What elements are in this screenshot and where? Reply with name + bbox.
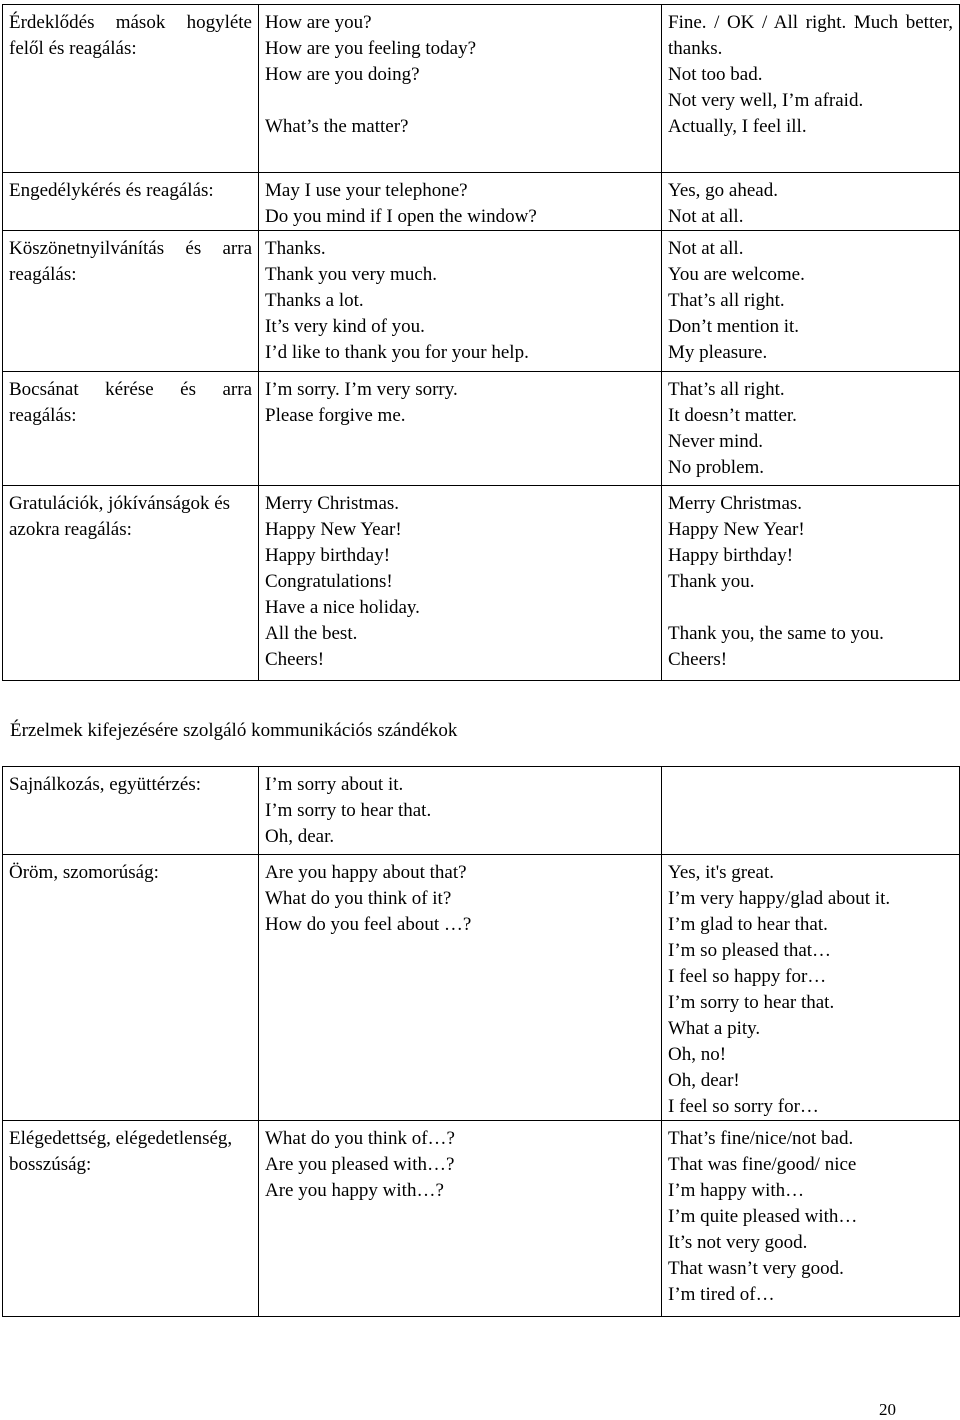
response-line: That wasn’t very good. [668, 1258, 844, 1279]
prompt-line: Have a nice holiday. [265, 597, 420, 618]
table-row [3, 486, 960, 681]
response-line: Not at all. [668, 206, 744, 227]
response-line: Merry Christmas. [668, 493, 803, 514]
prompt-line: Are you happy about that? [265, 862, 467, 883]
section-title: Érzelmek kifejezésére szolgáló kommunikációs szándékok [10, 720, 458, 741]
response-line: That’s all right. [668, 290, 785, 311]
prompt-line: Do you mind if I open the window? [265, 206, 537, 227]
prompt-line: Oh, dear. [265, 826, 335, 847]
response-cell [662, 5, 960, 173]
response-line: I’m very happy/glad about it. [668, 888, 891, 909]
response-cell [662, 1121, 960, 1317]
prompt-line [265, 88, 655, 114]
response-line: What a pity. [668, 1018, 761, 1039]
prompt-line: How do you feel about …? [265, 914, 472, 935]
response-line: Actually, I feel ill. [668, 116, 807, 137]
response-cell [662, 173, 960, 231]
response-line: Yes, go ahead. [668, 180, 778, 201]
phrases-table-emotions-body [3, 767, 960, 1317]
prompt-line: Happy New Year! [265, 519, 402, 540]
prompt-cell [259, 486, 662, 681]
response-line: My pleasure. [668, 342, 768, 363]
prompt-line: Thank you very much. [265, 264, 438, 285]
table-row [3, 855, 960, 1121]
response-line: Never mind. [668, 431, 763, 452]
response-line: You are welcome. [668, 264, 805, 285]
prompt-cell [259, 372, 662, 486]
response-line: Happy New Year! [668, 519, 805, 540]
intent-label: Gratulációk, jókívánságok és azokra reagálás: [3, 486, 259, 681]
response-line: It doesn’t matter. [668, 405, 797, 426]
response-line: Thank you. [668, 571, 755, 592]
response-line: Yes, it's great. [668, 862, 774, 883]
response-line: I feel so sorry for… [668, 1096, 819, 1117]
response-cell [662, 372, 960, 486]
response-line: I’m sorry to hear that. [668, 992, 835, 1013]
response-line: Not at all. [668, 238, 744, 259]
prompt-line: I’m sorry to hear that. [265, 800, 432, 821]
intent-label: Engedélykérés és reagálás: [3, 173, 259, 231]
intent-label: Elégedettség, elégedetlenség, bosszúság: [3, 1121, 259, 1317]
response-line: Don’t mention it. [668, 316, 800, 337]
prompt-line: It’s very kind of you. [265, 316, 425, 337]
response-cell [662, 486, 960, 681]
response-line: I feel so happy for… [668, 966, 827, 987]
response-line: I’m quite pleased with… [668, 1206, 858, 1227]
response-line: I’m glad to hear that. [668, 914, 828, 935]
response-line: Thank you, the same to you. [668, 623, 884, 644]
response-line: Fine. / OK / All right. Much better, thanks. [668, 12, 953, 59]
table-row [3, 372, 960, 486]
prompt-line: What do you think of it? [265, 888, 452, 909]
response-line: I’m happy with… [668, 1180, 805, 1201]
page-number: 20 [879, 1400, 896, 1419]
prompt-cell [259, 231, 662, 372]
response-line: That’s all right. [668, 379, 785, 400]
intent-label: Bocsánat kérése és arra reagálás: [3, 372, 259, 486]
prompt-line: How are you feeling today? [265, 38, 477, 59]
response-line [668, 595, 953, 621]
table-row [3, 5, 960, 173]
prompt-line: Please forgive me. [265, 405, 406, 426]
phrases-table-social [2, 4, 960, 681]
prompt-line: Happy birthday! [265, 545, 391, 566]
intent-label: Érdeklődés mások hogyléte felől és reagálás: [3, 5, 259, 173]
table-row [3, 767, 960, 855]
phrases-table-emotions [2, 766, 960, 1317]
response-line: I’m tired of… [668, 1284, 775, 1305]
response-line: No problem. [668, 457, 765, 478]
prompt-cell [259, 173, 662, 231]
response-line: Happy birthday! [668, 545, 794, 566]
prompt-line: What’s the matter? [265, 116, 409, 137]
table-row [3, 1121, 960, 1317]
prompt-line: I’m sorry about it. [265, 774, 404, 795]
prompt-line: May I use your telephone? [265, 180, 468, 201]
prompt-line: What do you think of…? [265, 1128, 455, 1149]
phrases-table-social-body [3, 5, 960, 681]
response-cell [662, 231, 960, 372]
prompt-line: How are you? [265, 12, 372, 33]
prompt-line: I’m sorry. I’m very sorry. [265, 379, 458, 400]
prompt-line: All the best. [265, 623, 358, 644]
prompt-line: Merry Christmas. [265, 493, 400, 514]
prompt-line: Thanks a lot. [265, 290, 364, 311]
response-line: I’m so pleased that… [668, 940, 832, 961]
response-line: Cheers! [668, 649, 728, 670]
response-line: That’s fine/nice/not bad. [668, 1128, 854, 1149]
prompt-line: I’d like to thank you for your help. [265, 342, 529, 363]
prompt-cell [259, 1121, 662, 1317]
response-line: It’s not very good. [668, 1232, 808, 1253]
response-cell [662, 767, 960, 855]
response-line: That was fine/good/ nice [668, 1154, 857, 1175]
prompt-line: Thanks. [265, 238, 326, 259]
response-line: Not too bad. [668, 64, 763, 85]
prompt-cell [259, 5, 662, 173]
intent-label: Sajnálkozás, együttérzés: [3, 767, 259, 855]
response-line: Oh, no! [668, 1044, 727, 1065]
prompt-line: Are you happy with…? [265, 1180, 444, 1201]
intent-label: Öröm, szomorúság: [3, 855, 259, 1121]
prompt-cell [259, 767, 662, 855]
response-line: Oh, dear! [668, 1070, 740, 1091]
table-row [3, 231, 960, 372]
response-cell [662, 855, 960, 1121]
table-row [3, 173, 960, 231]
prompt-line: Congratulations! [265, 571, 393, 592]
prompt-line: Are you pleased with…? [265, 1154, 455, 1175]
prompt-line: Cheers! [265, 649, 325, 670]
prompt-line: How are you doing? [265, 64, 420, 85]
intent-label: Köszönetnyilvánítás és arra reagálás: [3, 231, 259, 372]
response-line: Not very well, I’m afraid. [668, 90, 864, 111]
prompt-cell [259, 855, 662, 1121]
